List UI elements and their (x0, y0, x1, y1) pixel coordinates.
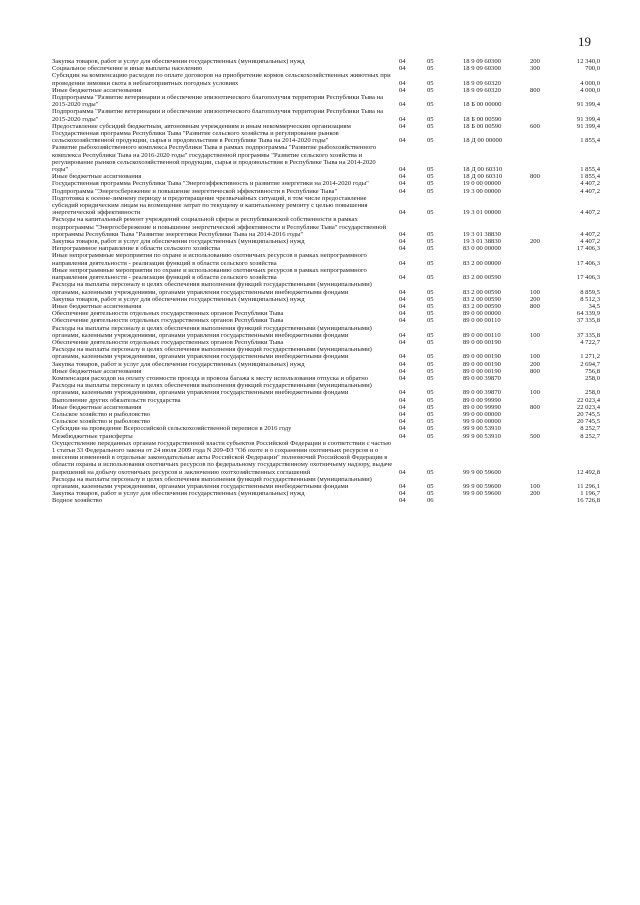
row-subsection: 06 (427, 497, 434, 505)
table-row (52, 490, 600, 497)
row-name: Иные бюджетные ассигнования (52, 173, 142, 181)
row-target-article: 89 0 00 00000 (463, 310, 501, 318)
row-expense-type: 800 (530, 86, 540, 94)
row-section: 04 (399, 180, 406, 188)
row-amount: 34,5 (588, 302, 600, 310)
row-amount: 2 694,7 (580, 360, 600, 368)
row-target-article: 19 0 00 00000 (463, 180, 501, 188)
row-target-article: 89 0 00 00190 (463, 360, 501, 368)
row-expense-type: 100 (530, 482, 540, 490)
row-section: 04 (399, 187, 406, 195)
row-target-article: 89 0 00 39870 (463, 389, 501, 397)
row-amount: 4 722,7 (580, 338, 600, 346)
row-target-article: 18 Д 00 60310 (463, 173, 503, 181)
row-expense-type: 200 (530, 238, 540, 246)
row-section: 04 (399, 490, 406, 498)
row-amount: 4 407,2 (580, 230, 600, 238)
row-subsection: 05 (427, 180, 434, 188)
row-section: 04 (399, 425, 406, 433)
row-name: Подпрограмма "Развитие ветеринарии и обеспечение эпизоотического благополучия территории Республики Тыва на 2015-2020 годы" (52, 94, 384, 109)
row-target-article: 83 2 00 00590 (463, 295, 501, 303)
row-amount: 1 271,2 (580, 353, 600, 361)
row-name: Подпрограмма "Развитие ветеринарии и обеспечение эпизоотического благополучия территории Республики Тыва на 2015-2020 годы" (52, 108, 384, 123)
row-section: 04 (399, 274, 406, 282)
row-subsection: 05 (427, 389, 434, 397)
row-target-article: 99 9 00 59600 (463, 490, 501, 498)
table-row (52, 339, 600, 346)
row-amount: 22 023,4 (576, 403, 600, 411)
row-section: 04 (399, 173, 406, 181)
row-section: 04 (399, 418, 406, 426)
table-row (52, 303, 600, 310)
table-row (52, 433, 600, 440)
row-name: Подпрограмма "Энергосбережение и повышение энергетической эффективности в Республике Тыва" (52, 187, 338, 195)
row-target-article: 19 3 00 00000 (463, 187, 501, 195)
row-section: 04 (399, 403, 406, 411)
table-row (52, 195, 600, 217)
row-expense-type: 800 (530, 403, 540, 411)
row-amount: 20 745,5 (576, 418, 600, 426)
row-amount: 11 296,1 (577, 482, 600, 490)
row-subsection: 05 (427, 432, 434, 440)
row-name: Предоставление субсидий бюджетным, автономным учреждениям и иным некоммерческим организациям (52, 122, 351, 130)
row-expense-type: 200 (530, 295, 540, 303)
row-expense-type: 500 (530, 432, 540, 440)
row-expense-type: 100 (530, 288, 540, 296)
row-section: 04 (399, 230, 406, 238)
row-subsection: 05 (427, 374, 434, 382)
row-target-article: 18 9 09 60300 (463, 65, 501, 73)
row-subsection: 05 (427, 396, 434, 404)
row-section: 04 (399, 432, 406, 440)
table-row (52, 317, 600, 324)
table-row (52, 108, 600, 122)
table-row (52, 440, 600, 476)
table-row (52, 58, 600, 65)
row-amount: 1 196,7 (580, 490, 600, 498)
row-subsection: 05 (427, 58, 434, 65)
table-row (52, 238, 600, 245)
row-target-article: 18 9 09 60300 (463, 58, 501, 65)
row-amount: 258,0 (585, 374, 600, 382)
row-amount: 22 023,4 (576, 396, 600, 404)
row-amount: 4 407,2 (580, 180, 600, 188)
row-amount: 20 745,5 (576, 410, 600, 418)
table-row (52, 325, 600, 339)
row-target-article: 18 Д 00 60310 (463, 166, 503, 174)
row-target-article: 18 Б 00 00590 (463, 122, 502, 130)
row-amount: 64 339,9 (576, 310, 600, 318)
row-subsection: 05 (427, 245, 434, 253)
table-row (52, 476, 600, 490)
row-name: Межбюджетные трансферты (52, 432, 133, 440)
row-expense-type: 200 (530, 58, 540, 65)
row-amount: 91 399,4 (576, 122, 600, 130)
row-name: Обеспечение деятельности отдельных государственных органов Республики Тыва (52, 338, 284, 346)
row-section: 04 (399, 338, 406, 346)
row-name: Закупка товаров, работ и услуг для обеспечения государственных (муниципальных) нужд (52, 238, 305, 246)
row-subsection: 05 (427, 418, 434, 426)
row-amount: 4 407,2 (580, 238, 600, 246)
row-subsection: 05 (427, 259, 434, 267)
row-name: Водное хозяйство (52, 497, 103, 505)
table-row (52, 87, 600, 94)
row-target-article: 89 0 00 99990 (463, 403, 501, 411)
table-row (52, 173, 600, 180)
row-subsection: 05 (427, 331, 434, 339)
table-row (52, 375, 600, 382)
row-section: 04 (399, 137, 406, 145)
row-subsection: 05 (427, 79, 434, 87)
row-section: 04 (399, 58, 406, 65)
table-row (52, 346, 600, 360)
row-amount: 8 859,5 (580, 288, 600, 296)
row-target-article: 89 0 00 00190 (463, 353, 501, 361)
row-subsection: 05 (427, 86, 434, 94)
table-row (52, 267, 600, 281)
table-row (52, 123, 600, 130)
row-subsection: 05 (427, 410, 434, 418)
row-section: 04 (399, 410, 406, 418)
row-amount: 37 335,8 (576, 331, 600, 339)
row-amount: 4 407,2 (580, 209, 600, 217)
row-target-article: 89 0 00 00110 (463, 317, 501, 325)
row-subsection: 05 (427, 317, 434, 325)
row-amount: 8 252,7 (580, 432, 600, 440)
row-subsection: 05 (427, 425, 434, 433)
table-row (52, 180, 600, 187)
row-amount: 16 726,8 (576, 497, 600, 505)
table-row (52, 425, 600, 432)
row-amount: 91 399,4 (576, 101, 600, 109)
row-subsection: 05 (427, 353, 434, 361)
row-expense-type: 800 (530, 173, 540, 181)
table-row (52, 130, 600, 144)
table-row (52, 216, 600, 238)
row-section: 04 (399, 209, 406, 217)
row-section: 04 (399, 374, 406, 382)
row-subsection: 05 (427, 288, 434, 296)
row-expense-type: 200 (530, 360, 540, 368)
row-amount: 258,0 (585, 389, 600, 397)
row-target-article: 83 2 00 00590 (463, 274, 501, 282)
row-name: Иные непрограммные мероприятия по охране и использованию охотничьих ресурсов в рамках непрограммного направления деятельности - реализация функций в области сельского хозяйства (52, 266, 367, 282)
row-target-article: 89 0 00 00190 (463, 338, 501, 346)
row-name: Непрограммное направление в области сельского хозяйства (52, 245, 221, 253)
row-name: Компенсация расходов на оплату стоимости проезда и провоза багажа к месту использования отпуска и обратно (52, 374, 369, 382)
table-row (52, 497, 600, 504)
row-name: Закупка товаров, работ и услуг для обеспечения государственных (муниципальных) нужд (52, 58, 305, 65)
row-target-article: 19 3 01 38830 (463, 238, 501, 246)
table-row (52, 281, 600, 295)
row-name: Закупка товаров, работ и услуг для обеспечения государственных (муниципальных) нужд (52, 360, 305, 368)
row-target-article: 83 0 00 00000 (463, 245, 501, 253)
row-amount: 37 335,8 (576, 317, 600, 325)
table-row (52, 418, 600, 425)
row-name: Субсидии на проведение Всероссийской сельскохозяйственной переписи в 2016 году (52, 425, 292, 433)
table-row (52, 252, 600, 266)
row-target-article: 99 9 00 59600 (463, 468, 501, 476)
row-name: Подготовка к осенне-зимнему периоду и предотвращение чрезвычайных ситуаций, в том числе предоставление субсидий юридическим лицам на возмещение затрат по текущему и капитальному ремонту с целью повышения энергетической эффективности (52, 194, 368, 217)
row-section: 04 (399, 295, 406, 303)
row-name: Расходы на выплаты персоналу в целях обеспечения выполнения функций государственными (муниципальными) органами, казенными учреждениями, органами управления государственными внебюджетными фондами (52, 324, 372, 339)
row-section: 04 (399, 288, 406, 296)
row-target-article: 99 9 00 53910 (463, 425, 501, 433)
row-expense-type: 600 (530, 122, 540, 130)
row-amount: 91 399,4 (576, 115, 600, 123)
row-section: 04 (399, 122, 406, 130)
row-name: Социальное обеспечение и иные выплаты населению (52, 65, 203, 73)
row-amount: 12 340,0 (576, 58, 600, 65)
row-name: Расходы на выплаты персоналу в целях обеспечения выполнения функций государственными (муниципальными) органами, казенными учреждениями, органами управления государственными внебюджетными фондами (52, 346, 372, 361)
row-section: 04 (399, 353, 406, 361)
row-amount: 4 407,2 (580, 187, 600, 195)
row-target-article: 18 Д 00 00000 (463, 137, 503, 145)
row-amount: 1 855,4 (580, 137, 600, 145)
row-target-article: 19 3 01 00000 (463, 209, 501, 217)
row-section: 04 (399, 331, 406, 339)
row-name: Иные бюджетные ассигнования (52, 403, 142, 411)
row-name: Расходы на выплаты персоналу в целях обеспечения выполнения функций государственными (муниципальными) органами, казенными учреждениями, органами управления государственными внебюджетными фондами (52, 475, 372, 490)
row-target-article: 83 2 00 00590 (463, 302, 501, 310)
table-row (52, 382, 600, 396)
row-section: 04 (399, 101, 406, 109)
row-subsection: 05 (427, 274, 434, 282)
row-amount: 17 406,3 (576, 259, 600, 267)
row-target-article: 89 0 00 00190 (463, 367, 501, 375)
row-name: Иные бюджетные ассигнования (52, 302, 142, 310)
row-name: Развитие рыбохозяйственного комплекса Республики Тыва в рамках подпрограммы "Развитие рыбохозяйственного комплекса Республики Тыва на 2016-2020 годы" государственной программы "Развитие сельского хозяйства и регулирование рынков сельскохозяйственной продукции, сырья и продовольствия в Республике Тыва на 2014-2020 годы" (52, 144, 377, 174)
row-section: 04 (399, 79, 406, 87)
row-subsection: 05 (427, 137, 434, 145)
row-expense-type: 100 (530, 389, 540, 397)
row-amount: 17 406,3 (576, 245, 600, 253)
row-section: 04 (399, 482, 406, 490)
table-row (52, 411, 600, 418)
row-expense-type: 300 (530, 65, 540, 73)
row-subsection: 05 (427, 115, 434, 123)
table-row (52, 65, 600, 72)
row-target-article: 99 9 00 53910 (463, 432, 501, 440)
row-amount: 1 855,4 (580, 166, 600, 174)
table-row (52, 310, 600, 317)
row-name: Сельское хозяйство и рыболовство (52, 410, 151, 418)
row-name: Иные бюджетные ассигнования (52, 86, 142, 94)
page-number: 19 (578, 34, 591, 49)
row-section: 04 (399, 115, 406, 123)
row-section: 04 (399, 166, 406, 174)
row-target-article: 83 2 00 00590 (463, 288, 501, 296)
row-name: Осуществление переданных органам государственной власти субъектов Российской Федерации в соответствии с частью 1 статьи 33 Федерального закона от 24 июля 2009 года N 209-ФЗ "Об охоте и о сохранении охотничьих ресурсов и о внесении изменений в отдельные законодательные акты Российской Федерации" полномочий Российской Федерации в области охраны и использования охотничьих ресурсов по федеральному государственному охотничьему надзору, выдаче разрешений на добычу охотничьих ресурсов и заключению охотхозяйственных соглашений (52, 439, 393, 476)
row-name: Расходы на выплаты персоналу в целях обеспечения выполнения функций государственными (муниципальными) органами, казенными учреждениями, органами управления государственными внебюджетными фондами (52, 382, 372, 397)
row-subsection: 05 (427, 403, 434, 411)
row-section: 04 (399, 310, 406, 318)
row-amount: 1 855,4 (580, 173, 600, 181)
row-name: Государственная программа Республики Тыва "Развитие сельского хозяйства и регулирование рынков сельскохозяйственной продукции, сырья и продовольствия в Республике Тыва на 2014-2020 годы" (52, 130, 339, 145)
row-name: Закупка товаров, работ и услуг для обеспечения государственных (муниципальных) нужд (52, 295, 305, 303)
row-name: Субсидии на компенсацию расходов по оплате договоров на приобретение кормов сельскохозяйственных животных при проведении зимовки скота в неблагоприятных погодных условиях (52, 72, 391, 87)
row-expense-type: 800 (530, 367, 540, 375)
row-name: Расходы на выплаты персоналу в целях обеспечения выполнения функций государственными (муниципальными) органами, казенными учреждениями, органами управления государственными внебюджетными фондами (52, 281, 372, 296)
row-section: 04 (399, 468, 406, 476)
row-name: Иные непрограммные мероприятия по охране и использованию охотничьих ресурсов в рамках непрограммного направления деятельности - реализация функций в области сельского хозяйства (52, 252, 367, 267)
row-subsection: 05 (427, 338, 434, 346)
row-section: 04 (399, 497, 406, 505)
row-section: 04 (399, 389, 406, 397)
row-name: Государственная программа Республики Тыва "Энергоэффективность и развитие энергетики на 2014-2020 годы" (52, 180, 369, 188)
row-amount: 4 000,0 (580, 79, 600, 87)
row-name: Сельское хозяйство и рыболовство (52, 418, 151, 426)
table-row (52, 72, 600, 86)
row-subsection: 05 (427, 209, 434, 217)
row-expense-type: 800 (530, 302, 540, 310)
row-amount: 12 492,8 (576, 468, 600, 476)
row-subsection: 05 (427, 302, 434, 310)
row-subsection: 05 (427, 230, 434, 238)
row-expense-type: 100 (530, 353, 540, 361)
row-target-article: 99 9 00 59600 (463, 482, 501, 490)
row-subsection: 05 (427, 122, 434, 130)
row-name: Обеспечение деятельности отдельных государственных органов Республики Тыва (52, 310, 284, 318)
row-amount: 17 406,3 (576, 274, 600, 282)
table-row (52, 144, 600, 173)
row-section: 04 (399, 245, 406, 253)
row-subsection: 05 (427, 295, 434, 303)
row-expense-type: 100 (530, 331, 540, 339)
table-row (52, 188, 600, 195)
row-section: 04 (399, 396, 406, 404)
row-subsection: 05 (427, 468, 434, 476)
table-row (52, 245, 600, 252)
table-row (52, 368, 600, 375)
row-amount: 8 252,7 (580, 425, 600, 433)
row-name: Обеспечение деятельности отдельных государственных органов Республики Тыва (52, 317, 284, 325)
table-row (52, 397, 600, 404)
row-target-article: 83 2 00 00000 (463, 259, 501, 267)
row-section: 04 (399, 238, 406, 246)
row-subsection: 05 (427, 482, 434, 490)
table-row (52, 404, 600, 411)
row-subsection: 05 (427, 310, 434, 318)
row-subsection: 05 (427, 166, 434, 174)
row-target-article: 99 9 00 00000 (463, 418, 501, 426)
row-amount: 756,8 (585, 367, 600, 375)
row-target-article: 18 Б 00 00590 (463, 115, 502, 123)
row-subsection: 05 (427, 173, 434, 181)
row-target-article: 18 Б 00 00000 (463, 101, 502, 109)
row-target-article: 89 0 00 00110 (463, 331, 501, 339)
row-target-article: 18 9 09 60320 (463, 86, 501, 94)
row-section: 04 (399, 259, 406, 267)
table-row (52, 94, 600, 108)
table-row (52, 296, 600, 303)
row-subsection: 05 (427, 490, 434, 498)
row-subsection: 05 (427, 367, 434, 375)
row-section: 04 (399, 367, 406, 375)
row-amount: 4 000,0 (580, 86, 600, 94)
table-row (52, 361, 600, 368)
row-section: 04 (399, 65, 406, 73)
row-expense-type: 200 (530, 490, 540, 498)
row-section: 04 (399, 302, 406, 310)
row-target-article: 89 0 00 99990 (463, 396, 501, 404)
row-subsection: 05 (427, 101, 434, 109)
row-name: Иные бюджетные ассигнования (52, 367, 142, 375)
row-target-article: 89 0 00 39870 (463, 374, 501, 382)
row-subsection: 05 (427, 65, 434, 73)
row-name: Закупка товаров, работ и услуг для обеспечения государственных (муниципальных) нужд (52, 490, 305, 498)
row-target-article: 99 0 00 00000 (463, 410, 501, 418)
row-name: Выполнение других обязательств государства (52, 396, 181, 404)
row-section: 04 (399, 317, 406, 325)
row-amount: 8 512,3 (580, 295, 600, 303)
row-section: 04 (399, 86, 406, 94)
budget-table (52, 58, 600, 505)
row-subsection: 05 (427, 187, 434, 195)
row-amount: 700,0 (585, 65, 600, 73)
row-target-article: 19 3 01 38830 (463, 230, 501, 238)
row-target-article: 18 9 09 60320 (463, 79, 501, 87)
row-section: 04 (399, 360, 406, 368)
row-subsection: 05 (427, 238, 434, 246)
row-subsection: 05 (427, 360, 434, 368)
row-name: Расходы на капитальный ремонт учреждений социальной сферы и республиканской собственности в рамках подпрограммы "Энергосбережение и повышение энергетической эффективности в Республике Тыва" государственной программы Республики Тыва "Развитие энергетики Республики Тыва на 2014-2016 годы" (52, 216, 387, 238)
